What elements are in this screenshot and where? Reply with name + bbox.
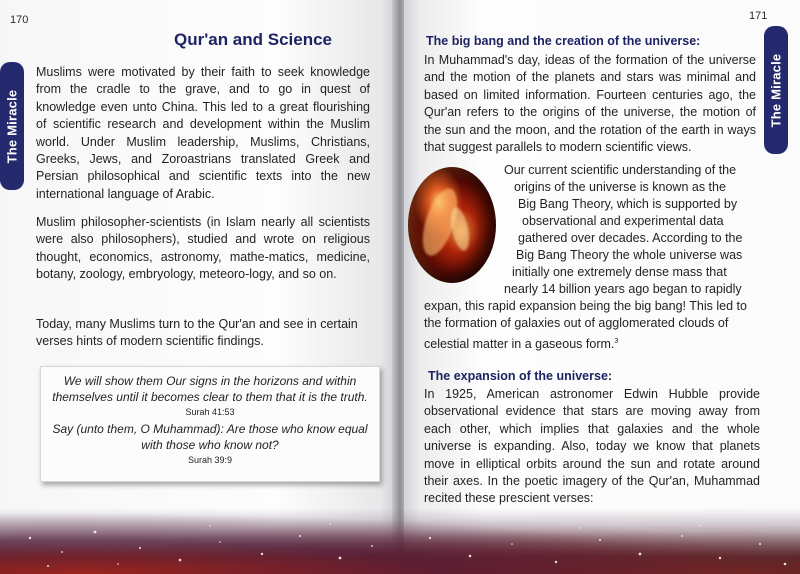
- wrap-line: observational and experimental data: [522, 214, 724, 228]
- universe-image: [408, 167, 496, 283]
- wrap-line: gathered over decades. According to the: [518, 231, 743, 245]
- wrap-line: origins of the universe is known as the: [514, 180, 726, 194]
- paragraph-big-bang-text: expan, this rapid expansion being the big bang! This led to the formation of galaxies out of agglomerated clouds of celestial matter in a gaseous form.: [424, 299, 747, 351]
- quote-text: themselves until it becomes clear to them that it is the truth.: [52, 390, 368, 404]
- footnote-marker: 3: [614, 337, 619, 345]
- quote-box: [40, 366, 380, 482]
- wrap-line: initially one extremely dense mass that: [512, 265, 727, 279]
- page-number-left: 170: [10, 14, 29, 26]
- wrap-line: Big Bang Theory, which is supported by: [518, 197, 738, 211]
- side-tab-label: The Miracle: [768, 53, 784, 127]
- quote-text: Say (unto them, O Muhammad): Are those who know equal: [52, 422, 368, 436]
- wrap-line: Our current scientific understanding of the: [504, 163, 737, 177]
- page-number-right: 171: [749, 10, 768, 22]
- side-tab-left: [0, 62, 24, 190]
- paragraph-today: Today, many Muslims turn to the Qur'an and see in certain verses hints of modern scientific findings.: [36, 317, 358, 349]
- quote-reference: Surah 39:9: [187, 455, 233, 465]
- cosmic-footer-image: [0, 508, 800, 574]
- paragraph-hubble: In 1925, American astronomer Edwin Hubble provide observational evidence that stars are moving away from each other, which implies that galaxies and the whole universe is expanding. Also, today we know that planets move in elliptical orbits around the sun and rotate around their axes. In the poetic imagery of the Qur'an, Muhammad recited these prescient verses:: [424, 387, 760, 506]
- left-page: [0, 0, 396, 574]
- section-heading-big-bang: The big bang and the creation of the universe:: [426, 34, 701, 48]
- paragraph-big-bang-end: [424, 298, 756, 353]
- side-tab-right: [764, 26, 788, 154]
- quote-text: We will show them Our signs in the horizons and within: [63, 374, 357, 388]
- paragraph-muhammads-day: In Muhammad's day, ideas of the formation of the universe and the motion of the planets and stars was minimal and based on limited information. Fourteen centuries ago, the Qur'an refers to the origins of the universe, the motion of the sun and the moon, and the rotation of the earth in ways that suggest parallels to modern scientific views.: [424, 53, 756, 155]
- section-heading-expansion: The expansion of the universe:: [428, 369, 613, 383]
- page-title: Qur'an and Science: [173, 30, 333, 49]
- quote-reference: Surah 41:53: [185, 407, 235, 417]
- wrap-line: nearly 14 billion years ago began to rapidly: [504, 282, 742, 296]
- paragraph-intro: Muslims were motivated by their faith to seek knowledge from the cradle to the grave, and to go in quest of knowledge even unto China. This led to a great flourishing of scientific research and development within the Muslim world. Under Muslim leadership, Muslims, Christians, Greeks, Jews, and Zoroastrians translated Greek and Persian philosophical and scientific texts into the new international language of Arabic.: [36, 65, 370, 201]
- side-tab-label: The Miracle: [4, 89, 20, 163]
- paragraph-philosophers: Muslim philosopher-scientists (in Islam nearly all scientists were also philosophers), studied and wrote on religious thought, economics, astronomy, mathe-matics, medicine, botany, zoology, embryology, meteoro-logy, and so on.: [36, 215, 370, 282]
- wrap-line: Big Bang Theory the whole universe was: [516, 248, 743, 262]
- quote-text: with those who know not?: [141, 438, 279, 452]
